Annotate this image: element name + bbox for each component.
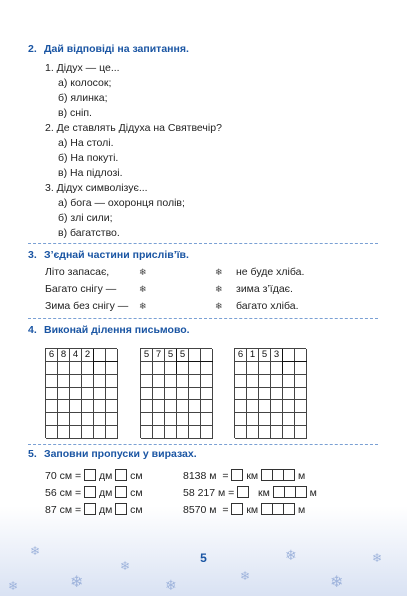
grid-cell[interactable] bbox=[141, 362, 153, 375]
grid-cell[interactable] bbox=[189, 388, 201, 401]
digit-cell: 5 bbox=[259, 349, 271, 362]
snowflake-icon[interactable]: ❄ bbox=[139, 267, 147, 277]
snowflake-icon: ❄ bbox=[285, 547, 297, 563]
unit-label: м bbox=[309, 487, 317, 499]
grid-cell[interactable] bbox=[201, 413, 213, 426]
grid-cell[interactable] bbox=[106, 400, 118, 413]
grid-cell[interactable] bbox=[189, 413, 201, 426]
expression-text: 58 217 м = bbox=[183, 487, 235, 499]
grid-cell[interactable] bbox=[271, 426, 283, 439]
grid-cell[interactable] bbox=[106, 349, 118, 362]
question-2-option-a: а) На столі. bbox=[58, 137, 114, 149]
conversion-row-m bbox=[183, 503, 305, 516]
snowflake-icon: ❄ bbox=[372, 551, 383, 565]
grid-cell[interactable] bbox=[201, 388, 213, 401]
unit-label: см bbox=[130, 470, 143, 482]
answer-box[interactable] bbox=[237, 486, 249, 498]
snowflake-icon[interactable]: ❄ bbox=[215, 301, 223, 311]
grid-cell[interactable] bbox=[70, 426, 82, 439]
divider bbox=[28, 243, 378, 244]
answer-box[interactable] bbox=[115, 503, 127, 515]
grid-cell[interactable] bbox=[295, 349, 307, 362]
grid-cell[interactable] bbox=[235, 375, 247, 388]
conversion-row-cm bbox=[45, 469, 143, 482]
grid-cell[interactable] bbox=[153, 388, 165, 401]
grid-cell[interactable] bbox=[235, 426, 247, 439]
grid-cell[interactable] bbox=[201, 400, 213, 413]
grid-cell[interactable] bbox=[70, 413, 82, 426]
grid-cell[interactable] bbox=[295, 362, 307, 375]
grid-cell[interactable] bbox=[177, 426, 189, 439]
digit-cell: 1 bbox=[247, 349, 259, 362]
grid-cell[interactable] bbox=[295, 400, 307, 413]
divider bbox=[28, 444, 378, 445]
grid-cell[interactable] bbox=[177, 413, 189, 426]
page-number: 5 bbox=[200, 551, 207, 565]
snowflake-icon[interactable]: ❄ bbox=[215, 284, 223, 294]
grid-cell[interactable] bbox=[70, 388, 82, 401]
digit-cell: 2 bbox=[82, 349, 94, 362]
snowflake-icon: ❄ bbox=[8, 579, 19, 593]
question-2-option-b: б) На покуті. bbox=[58, 152, 119, 164]
grid-cell[interactable] bbox=[82, 413, 94, 426]
grid-cell[interactable] bbox=[153, 400, 165, 413]
grid-cell[interactable] bbox=[106, 426, 118, 439]
grid-cell[interactable] bbox=[235, 400, 247, 413]
grid-cell[interactable] bbox=[259, 375, 271, 388]
snowflake-icon[interactable]: ❄ bbox=[139, 301, 147, 311]
division-grid-1[interactable] bbox=[45, 348, 117, 438]
snowflake-icon: ❄ bbox=[240, 569, 251, 583]
proverb-right-3: багато хліба. bbox=[236, 300, 299, 312]
grid-cell[interactable] bbox=[235, 362, 247, 375]
grid-cell[interactable] bbox=[189, 349, 201, 362]
grid-cell[interactable] bbox=[271, 388, 283, 401]
grid-cell[interactable] bbox=[259, 413, 271, 426]
conversion-row-m bbox=[183, 486, 317, 499]
grid-cell[interactable] bbox=[201, 349, 213, 362]
expression-text: 87 см = bbox=[45, 504, 82, 516]
snowflake-icon: ❄ bbox=[70, 574, 84, 591]
digit-cell: 8 bbox=[58, 349, 70, 362]
proverb-left-2: Багато снігу — bbox=[45, 283, 117, 295]
proverb-left-1: Літо запасає, bbox=[45, 266, 110, 278]
grid-cell[interactable] bbox=[165, 388, 177, 401]
unit-label: км bbox=[246, 504, 259, 516]
unit-label: дм bbox=[98, 504, 113, 516]
grid-cell[interactable] bbox=[247, 413, 259, 426]
grid-cell[interactable] bbox=[283, 400, 295, 413]
question-1-option-a: а) колосок; bbox=[58, 77, 112, 89]
grid-cell[interactable] bbox=[177, 400, 189, 413]
grid-cell[interactable] bbox=[106, 413, 118, 426]
snowflake-icon[interactable]: ❄ bbox=[139, 284, 147, 294]
unit-label: м bbox=[297, 470, 306, 482]
question-3-option-b: б) злі сили; bbox=[58, 212, 113, 224]
expression-text: 8570 м bbox=[183, 504, 217, 516]
question-2-option-c: в) На підлозі. bbox=[58, 167, 123, 179]
grid-cell[interactable] bbox=[247, 362, 259, 375]
grid-cell[interactable] bbox=[165, 426, 177, 439]
grid-cell[interactable] bbox=[283, 375, 295, 388]
grid-cell[interactable] bbox=[141, 413, 153, 426]
grid-cell[interactable] bbox=[82, 388, 94, 401]
grid-cell[interactable] bbox=[153, 426, 165, 439]
answer-box-group[interactable] bbox=[273, 486, 307, 498]
task3-heading: З’єднай частини прислів’їв. bbox=[44, 249, 189, 261]
task3-number: 3. bbox=[28, 249, 37, 261]
grid-cell[interactable] bbox=[70, 375, 82, 388]
grid-cell[interactable] bbox=[201, 375, 213, 388]
grid-cell[interactable] bbox=[189, 426, 201, 439]
answer-box-group[interactable] bbox=[261, 503, 295, 515]
answer-box-group[interactable] bbox=[261, 469, 295, 481]
grid-cell[interactable] bbox=[94, 426, 106, 439]
snowflake-icon: ❄ bbox=[165, 577, 177, 593]
digit-cell: 7 bbox=[153, 349, 165, 362]
grid-cell[interactable] bbox=[141, 388, 153, 401]
grid-cell[interactable] bbox=[283, 426, 295, 439]
question-1: 1. Дідух — це... bbox=[45, 62, 120, 74]
grid-cell[interactable] bbox=[259, 362, 271, 375]
grid-cell[interactable] bbox=[46, 375, 58, 388]
grid-cell[interactable] bbox=[247, 388, 259, 401]
grid-cell[interactable] bbox=[283, 413, 295, 426]
expression-text: 70 см = bbox=[45, 470, 82, 482]
expression-text: 8138 м bbox=[183, 470, 217, 482]
task5-title bbox=[28, 448, 197, 460]
grid-cell[interactable] bbox=[177, 375, 189, 388]
divider bbox=[28, 318, 378, 319]
grid-cell[interactable] bbox=[295, 426, 307, 439]
division-corner-horizontal bbox=[282, 361, 307, 362]
digit-cell: 5 bbox=[165, 349, 177, 362]
question-1-option-b: б) ялинка; bbox=[58, 92, 108, 104]
grid-cell[interactable] bbox=[259, 388, 271, 401]
grid-cell[interactable] bbox=[177, 362, 189, 375]
unit-label: дм bbox=[98, 470, 113, 482]
answer-box[interactable] bbox=[231, 503, 243, 515]
snowflake-icon: ❄ bbox=[330, 574, 344, 591]
digit-cell: 4 bbox=[70, 349, 82, 362]
division-grid-2[interactable] bbox=[140, 348, 212, 438]
grid-cell[interactable] bbox=[46, 388, 58, 401]
grid-cell[interactable] bbox=[70, 400, 82, 413]
grid-cell[interactable] bbox=[94, 349, 106, 362]
grid-cell[interactable] bbox=[235, 388, 247, 401]
proverb-right-1: не буде хліба. bbox=[236, 266, 305, 278]
unit-label: см bbox=[130, 487, 143, 499]
grid-cell[interactable] bbox=[82, 375, 94, 388]
unit-label: см bbox=[130, 504, 143, 516]
conversion-row-m bbox=[183, 469, 305, 482]
grid-cell[interactable] bbox=[201, 362, 213, 375]
grid-cell[interactable] bbox=[58, 388, 70, 401]
grid-cell[interactable] bbox=[247, 400, 259, 413]
grid-cell[interactable] bbox=[283, 349, 295, 362]
grid-cell[interactable] bbox=[189, 400, 201, 413]
equals-sign: = bbox=[222, 504, 229, 516]
grid-cell[interactable] bbox=[70, 362, 82, 375]
snowflake-icon: ❄ bbox=[120, 559, 131, 573]
task5-heading: Заповни пропуски у виразах. bbox=[44, 448, 197, 460]
snowflake-icon: ❄ bbox=[30, 544, 41, 558]
task2-title bbox=[28, 43, 189, 55]
grid-cell[interactable] bbox=[82, 426, 94, 439]
unit-label: м bbox=[297, 504, 306, 516]
grid-cell[interactable] bbox=[235, 413, 247, 426]
answer-box[interactable] bbox=[84, 486, 96, 498]
grid-cell[interactable] bbox=[271, 400, 283, 413]
grid-cell[interactable] bbox=[46, 362, 58, 375]
grid-cell[interactable] bbox=[46, 426, 58, 439]
grid-cell[interactable] bbox=[58, 400, 70, 413]
proverb-right-2: зима з’їдає. bbox=[236, 283, 293, 295]
answer-box[interactable] bbox=[283, 469, 295, 481]
answer-box[interactable] bbox=[84, 503, 96, 515]
conversion-row-cm bbox=[45, 486, 143, 499]
equals-sign: = bbox=[222, 470, 229, 482]
grid-cell[interactable] bbox=[201, 426, 213, 439]
division-corner-horizontal bbox=[93, 361, 118, 362]
grid-cell[interactable] bbox=[58, 426, 70, 439]
unit-label: км bbox=[258, 487, 270, 499]
question-3-option-a: а) бога — охоронця полів; bbox=[58, 197, 185, 209]
grid-cell[interactable] bbox=[58, 375, 70, 388]
grid-cell[interactable] bbox=[46, 413, 58, 426]
task4-number: 4. bbox=[28, 324, 37, 336]
grid-cell[interactable] bbox=[94, 388, 106, 401]
grid-cell[interactable] bbox=[295, 388, 307, 401]
grid-cell[interactable] bbox=[94, 413, 106, 426]
answer-box[interactable] bbox=[84, 469, 96, 481]
unit-label: дм bbox=[98, 487, 113, 499]
grid-cell[interactable] bbox=[165, 400, 177, 413]
grid-cell[interactable] bbox=[247, 426, 259, 439]
snowflake-icon[interactable]: ❄ bbox=[215, 267, 223, 277]
grid-cell[interactable] bbox=[94, 362, 106, 375]
grid-cell[interactable] bbox=[189, 362, 201, 375]
answer-box[interactable] bbox=[231, 469, 243, 481]
grid-cell[interactable] bbox=[106, 362, 118, 375]
task5-number: 5. bbox=[28, 448, 37, 460]
grid-cell[interactable] bbox=[94, 400, 106, 413]
question-2: 2. Де ставлять Дідуха на Святвечір? bbox=[45, 122, 222, 134]
task4-heading: Виконай ділення письмово. bbox=[44, 324, 190, 336]
question-3: 3. Дідух символізує... bbox=[45, 182, 148, 194]
grid-cell[interactable] bbox=[141, 426, 153, 439]
answer-box[interactable] bbox=[115, 486, 127, 498]
grid-cell[interactable] bbox=[106, 375, 118, 388]
grid-cell[interactable] bbox=[153, 362, 165, 375]
task3-title bbox=[28, 249, 189, 261]
answer-box[interactable] bbox=[295, 486, 307, 498]
grid-cell[interactable] bbox=[153, 413, 165, 426]
grid-cell[interactable] bbox=[94, 375, 106, 388]
grid-cell[interactable] bbox=[46, 400, 58, 413]
grid-cell[interactable] bbox=[82, 400, 94, 413]
grid-cell[interactable] bbox=[141, 375, 153, 388]
division-grid-3[interactable] bbox=[234, 348, 306, 438]
grid-cell[interactable] bbox=[283, 362, 295, 375]
proverb-left-3: Зима без снігу — bbox=[45, 300, 129, 312]
grid-cell[interactable] bbox=[295, 375, 307, 388]
grid-cell[interactable] bbox=[271, 375, 283, 388]
task2-heading: Дай відповіді на запитання. bbox=[44, 43, 189, 55]
unit-label: км bbox=[246, 470, 259, 482]
answer-box[interactable] bbox=[283, 503, 295, 515]
grid-cell[interactable] bbox=[295, 413, 307, 426]
grid-cell[interactable] bbox=[177, 388, 189, 401]
question-1-option-c: в) сніп. bbox=[58, 107, 92, 119]
grid-cell[interactable] bbox=[165, 375, 177, 388]
grid-cell[interactable] bbox=[153, 375, 165, 388]
digit-cell: 3 bbox=[271, 349, 283, 362]
grid-cell[interactable] bbox=[247, 375, 259, 388]
grid-cell[interactable] bbox=[283, 388, 295, 401]
digit-cell: 5 bbox=[177, 349, 189, 362]
question-3-option-c: в) багатство. bbox=[58, 227, 120, 239]
digit-cell: 6 bbox=[235, 349, 247, 362]
grid-cell[interactable] bbox=[259, 400, 271, 413]
expression-text: 56 см = bbox=[45, 487, 82, 499]
grid-cell[interactable] bbox=[189, 375, 201, 388]
division-corner-horizontal bbox=[176, 361, 213, 362]
grid-cell[interactable] bbox=[271, 413, 283, 426]
grid-cell[interactable] bbox=[58, 362, 70, 375]
digit-cell: 5 bbox=[141, 349, 153, 362]
digit-cell: 6 bbox=[46, 349, 58, 362]
task4-title bbox=[28, 324, 190, 336]
answer-box[interactable] bbox=[115, 469, 127, 481]
grid-cell[interactable] bbox=[58, 413, 70, 426]
grid-cell[interactable] bbox=[106, 388, 118, 401]
conversion-row-cm bbox=[45, 503, 143, 516]
grid-cell[interactable] bbox=[259, 426, 271, 439]
grid-cell[interactable] bbox=[141, 400, 153, 413]
task2-number: 2. bbox=[28, 43, 37, 55]
grid-cell[interactable] bbox=[165, 413, 177, 426]
